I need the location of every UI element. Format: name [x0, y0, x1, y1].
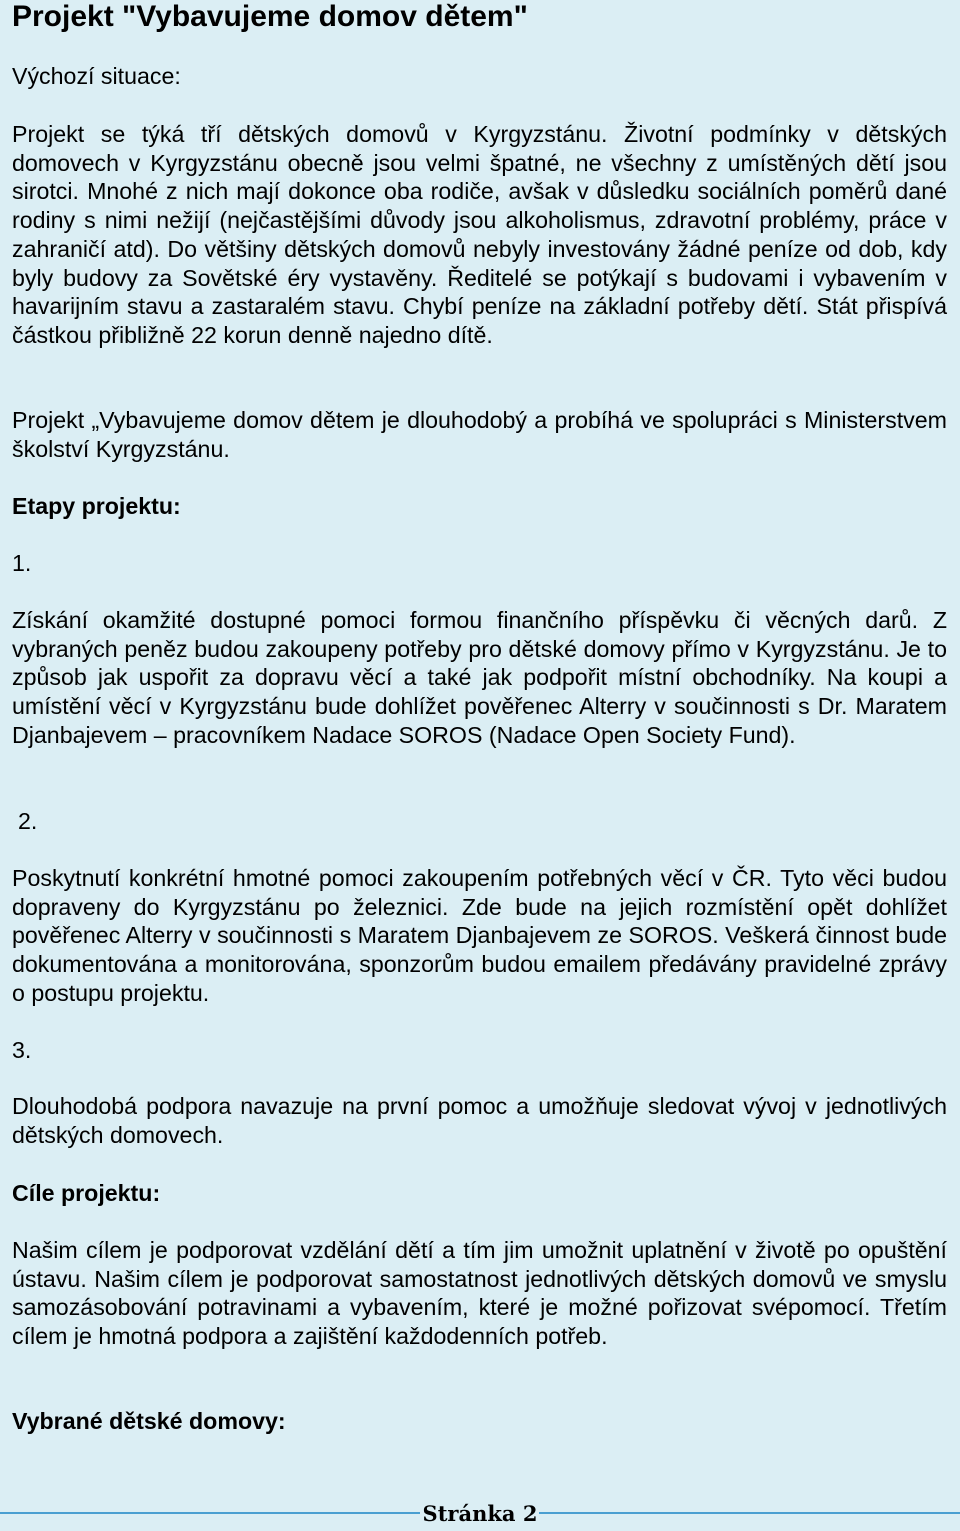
stage-number-2: 2. — [18, 808, 38, 834]
page-number: Stránka 2 — [422, 1501, 538, 1526]
stage-text-2: Poskytnutí konkrétní hmotné pomoci zakoupením potřebných věcí v ČR. Tyto věci budou dopraveny do Kyrgyzstánu po železnici. Zde bude na jejich rozmístění opět dohlížet pověřenec Alterry v součinnosti s Maratem Djanbajevem ze SOROS. Veškerá činnost bude dokumentována a monitorována, sponzorům budou emailem předávány pravidelné zprávy o postupu projektu. — [12, 865, 947, 1006]
stage-text-1: Získání okamžité dostupné pomoci formou finančního příspěvku či věcných darů. Z vybraných peněz budou zakoupeny potřeby pro dětské domovy přímo v Kyrgyzstánu. Je to způsob jak uspořit za dopravu věcí a také jak podpořit místní obchodníky. Na koupi a umístění věcí v Kyrgyzstánu bude dohlížet pověřenec Alterry v součinnosti s Dr. Maratem Djanbajevem – pracovníkem Nadace SOROS (Nadace Open Society Fund). — [12, 607, 947, 748]
stage-text-3: Dlouhodobá podpora navazuje na první pomoc a umožňuje sledovat vývoj v jednotlivých dětských domovech. — [12, 1093, 947, 1148]
intro-heading: Výchozí situace: — [12, 63, 181, 89]
stage-number-3: 3. — [12, 1037, 32, 1063]
intro-paragraph: Projekt se týká tří dětských domovů v Kyrgyzstánu. Životní podmínky v dětských domovech v Kyrgyzstánu obecně jsou velmi špatné, ne všechny z umístěných dětí jsou sirotci. Mnohé z nich mají dokonce oba rodiče, avšak v důsledku sociálních poměrů dané rodiny s nimi nežijí (nejčastějšími důvody jsou alkoholismus, zdravotní problémy, práce v zahraničí atd). Do většiny dětských domovů nebyly investovány žádné peníze od dob, kdy byly budovy za Sovětské éry vystavěny. Ředitelé se potýkají s budovami i vybavením v havarijním stavu a zastaralém stavu. Chybí peníze na základní potřeby dětí. Stát přispívá částkou přibližně 22 korun denně najedno dítě. — [12, 121, 947, 348]
cooperation-paragraph: Projekt „Vybavujeme domov dětem je dlouhodobý a probíhá ve spolupráci s Ministerstvem školství Kyrgyzstánu. — [12, 407, 947, 462]
goals-paragraph: Našim cílem je podporovat vzdělání dětí a tím jim umožnit uplatnění v životě po opuštění ústavu. Našim cílem je podporovat samostatnost jednotlivých dětských domovů ve smyslu samozásobování potravinami a vybavením, které je možné pořizovat svépomocí. Třetím cílem je hmotná podpora a zajištění každodenních potřeb. — [12, 1237, 947, 1350]
page-title: Projekt "Vybavujeme domov dětem" — [12, 0, 528, 33]
homes-heading: Vybrané dětské domovy: — [12, 1408, 286, 1434]
goals-heading: Cíle projektu: — [12, 1180, 161, 1206]
stages-heading: Etapy projektu: — [12, 493, 181, 519]
stage-number-1: 1. — [12, 550, 32, 576]
